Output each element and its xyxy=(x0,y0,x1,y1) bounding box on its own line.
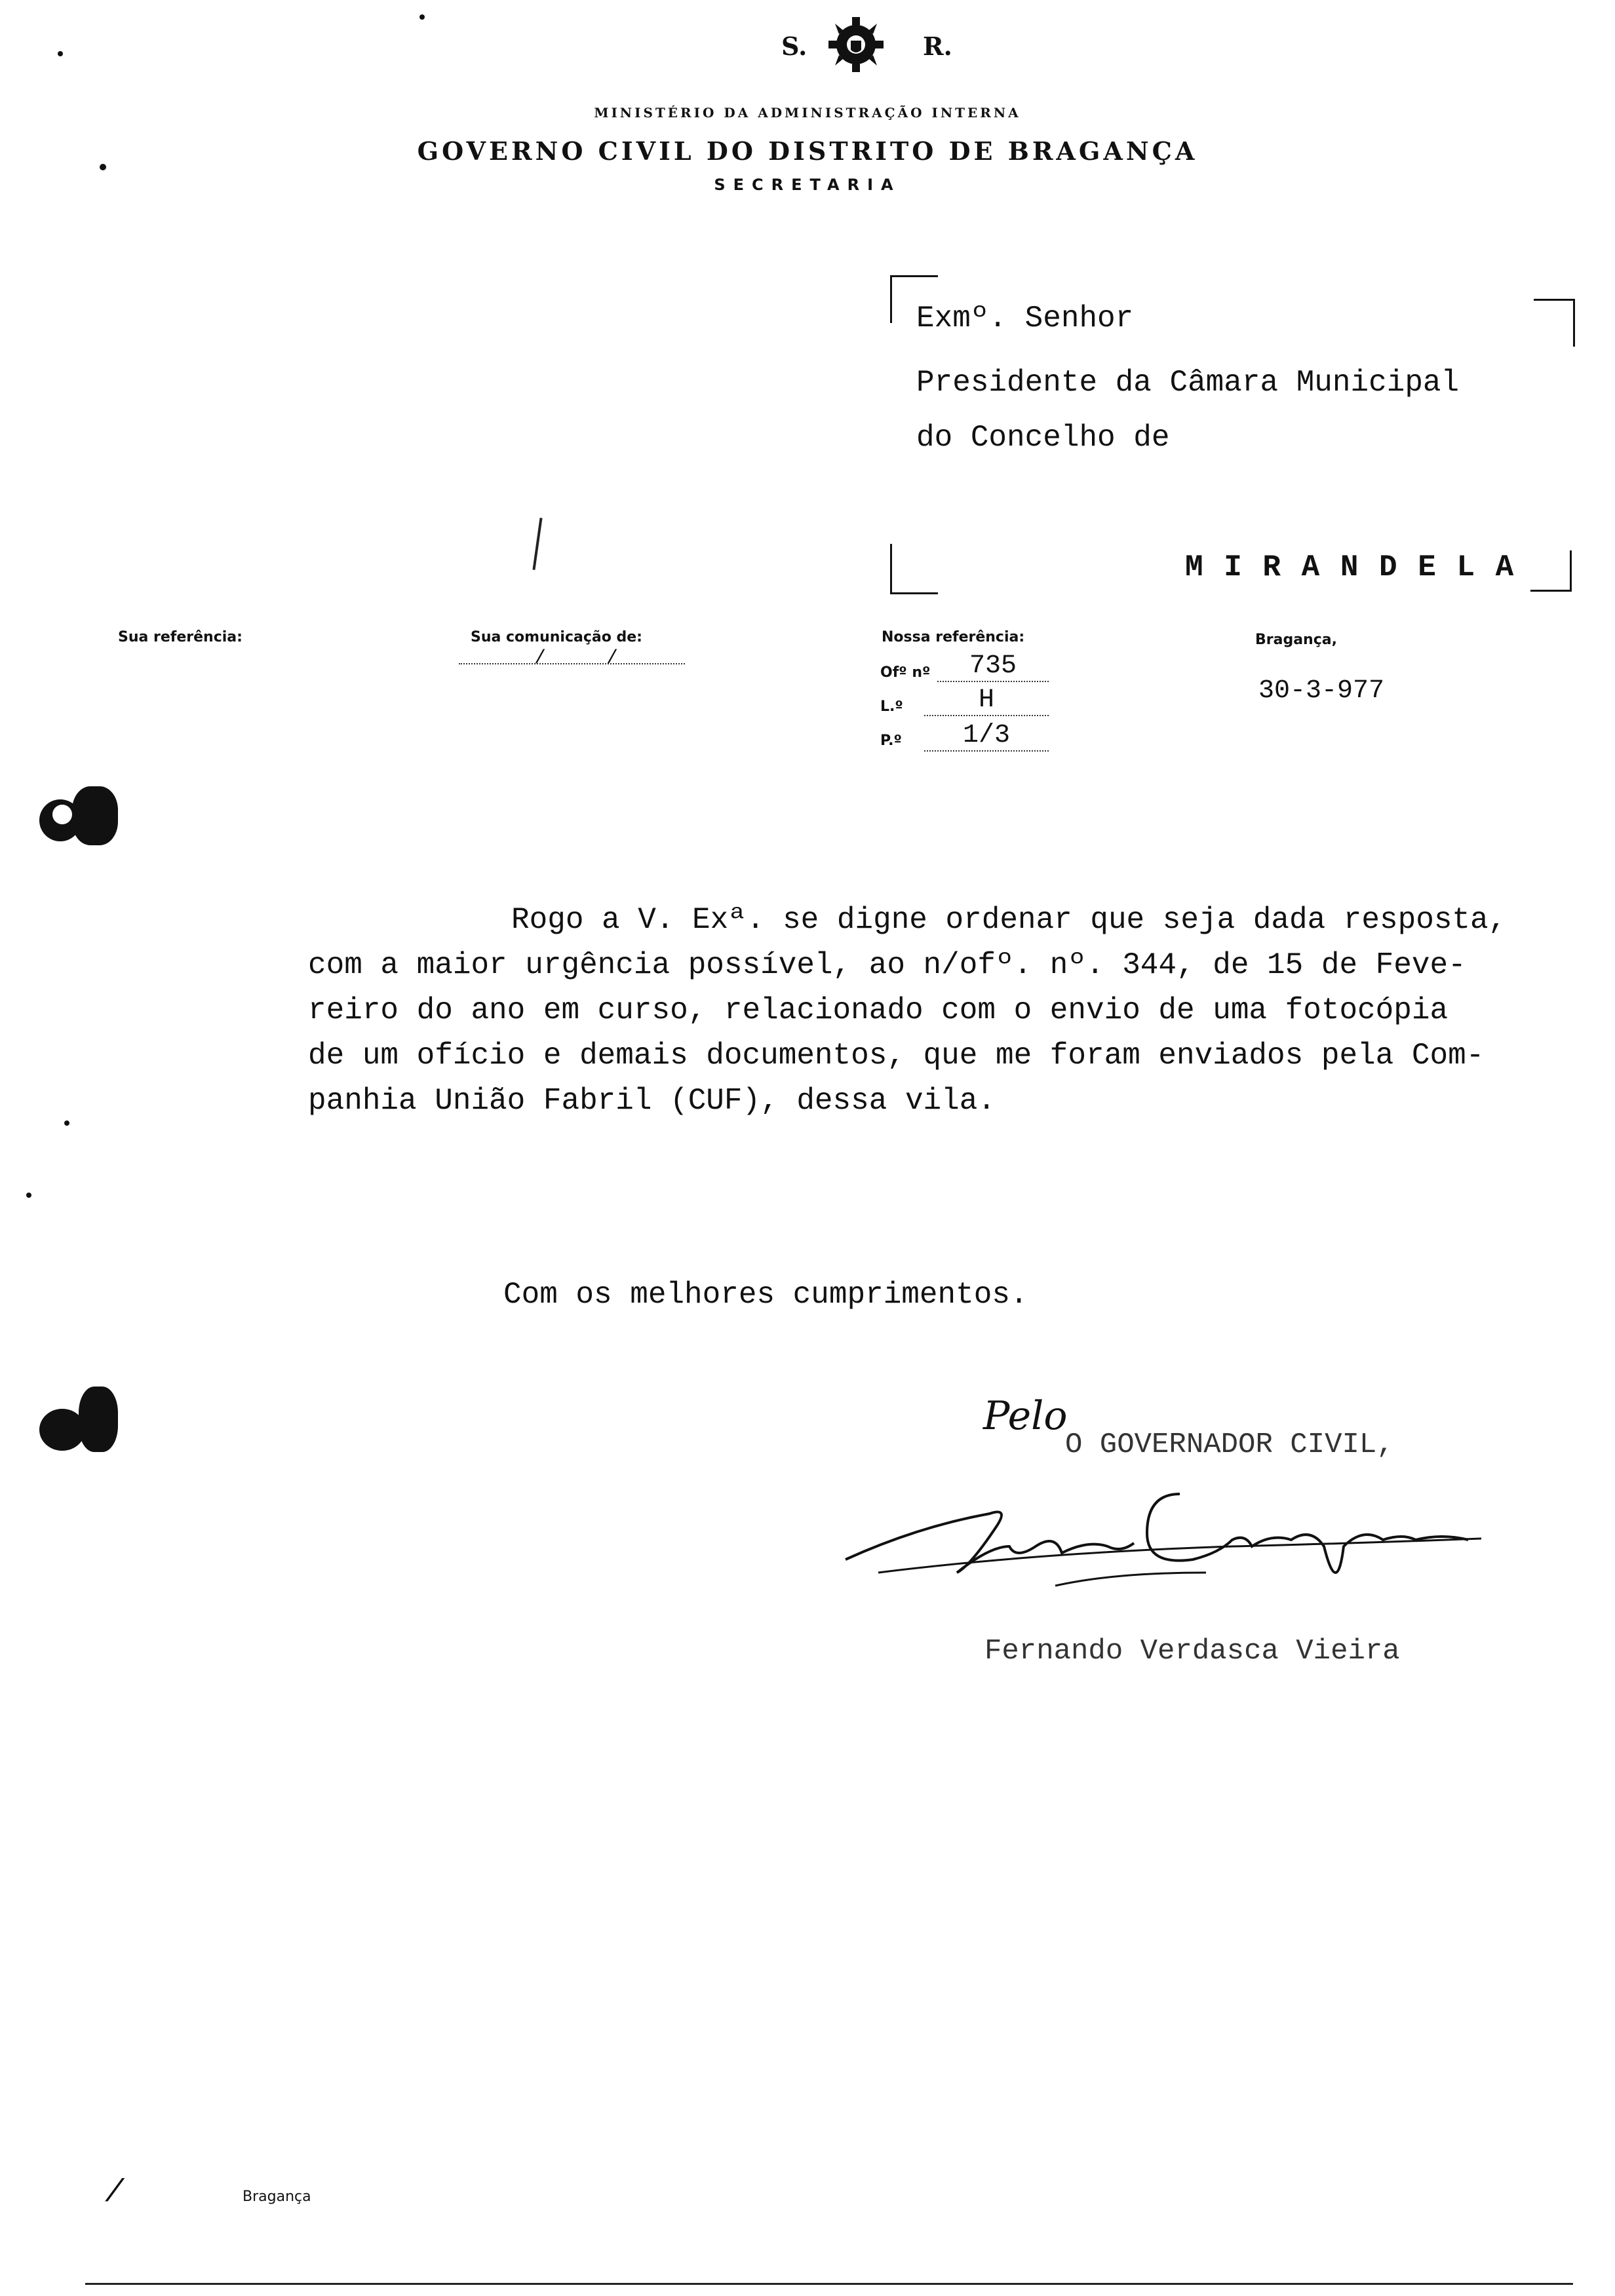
your-reference-label: Sua referência: xyxy=(118,629,243,645)
date-separator-2: / xyxy=(606,647,619,670)
scan-speck xyxy=(26,1193,31,1198)
bracket-bottom-left xyxy=(890,544,938,594)
body-line-4: de um ofício e demais documentos, que me foram enviados pela Com- xyxy=(308,1039,1485,1073)
l-value: H xyxy=(924,685,1049,716)
footer-mark: / xyxy=(105,2175,124,2211)
place-label: Bragança, xyxy=(1255,632,1337,648)
punch-hole-mark-bottom xyxy=(33,1383,125,1455)
office-name: GOVERNO CIVIL DO DISTRITO DE BRAGANÇA xyxy=(417,136,1198,166)
dotted-line xyxy=(459,663,685,664)
signature-title: O GOVERNADOR CIVIL, xyxy=(1065,1428,1394,1461)
bracket-bottom-right xyxy=(1530,550,1572,592)
body-line-5: panhia União Fabril (CUF), dessa vila. xyxy=(308,1084,996,1118)
p-value: 1/3 xyxy=(924,721,1049,752)
footer-text: Bragança xyxy=(243,2189,311,2205)
your-communication-label: Sua comunicação de: xyxy=(471,629,642,645)
scan-speck xyxy=(419,14,425,20)
communication-date-field xyxy=(459,663,685,664)
reference-row xyxy=(0,622,1615,767)
bracket-top-right xyxy=(1534,299,1575,347)
of-label: Ofº nº xyxy=(880,664,931,681)
addressee-line2: do Concelho de xyxy=(916,421,1170,455)
signature-block xyxy=(839,1389,1593,1677)
body-line-3: reiro do ano em curso, relacionado com o envio de uma fotocópia xyxy=(308,993,1449,1027)
date-separator-1: / xyxy=(534,647,547,670)
scan-speck xyxy=(64,1120,69,1126)
addressee-line1: Presidente da Câmara Municipal xyxy=(916,366,1460,400)
of-number: 735 xyxy=(937,651,1049,682)
footer xyxy=(92,2175,485,2215)
department-name: SECRETARIA xyxy=(714,176,901,194)
l-label: L.º xyxy=(880,698,903,715)
body-line-1: Rogo a V. Exª. se digne ordenar que seja dada resposta, xyxy=(511,903,1507,937)
bottom-rule xyxy=(85,2283,1573,2285)
addressee-city: M I R A N D E L A xyxy=(1185,550,1515,584)
body-line-2: com a maior urgência possível, ao n/ofº. nº. 344, de 15 de Feve- xyxy=(308,948,1466,982)
pen-stroke xyxy=(532,518,542,570)
closing-line: Com os melhores cumprimentos. xyxy=(503,1278,1028,1312)
crest-right-letter: R. xyxy=(923,31,952,61)
crest-left-letter: S. xyxy=(781,31,808,61)
scan-speck xyxy=(100,164,106,170)
scan-speck xyxy=(58,51,63,56)
coat-of-arms-icon xyxy=(823,12,889,77)
signatory-name: Fernando Verdasca Vieira xyxy=(984,1635,1400,1668)
addressee-salutation: Exmº. Senhor xyxy=(916,301,1134,335)
letterhead xyxy=(0,0,1615,210)
punch-hole-mark-top xyxy=(33,780,125,852)
p-label: P.º xyxy=(880,733,902,749)
handwritten-prefix: Pelo xyxy=(983,1393,1068,1439)
ministry-name: MINISTÉRIO DA ADMINISTRAÇÃO INTERNA xyxy=(594,105,1021,121)
our-reference-label: Nossa referência: xyxy=(882,629,1025,645)
handwritten-signature xyxy=(839,1468,1494,1599)
letter-body xyxy=(308,898,1593,1124)
addressee-block xyxy=(885,275,1593,603)
letter-date: 30-3-977 xyxy=(1258,676,1385,706)
